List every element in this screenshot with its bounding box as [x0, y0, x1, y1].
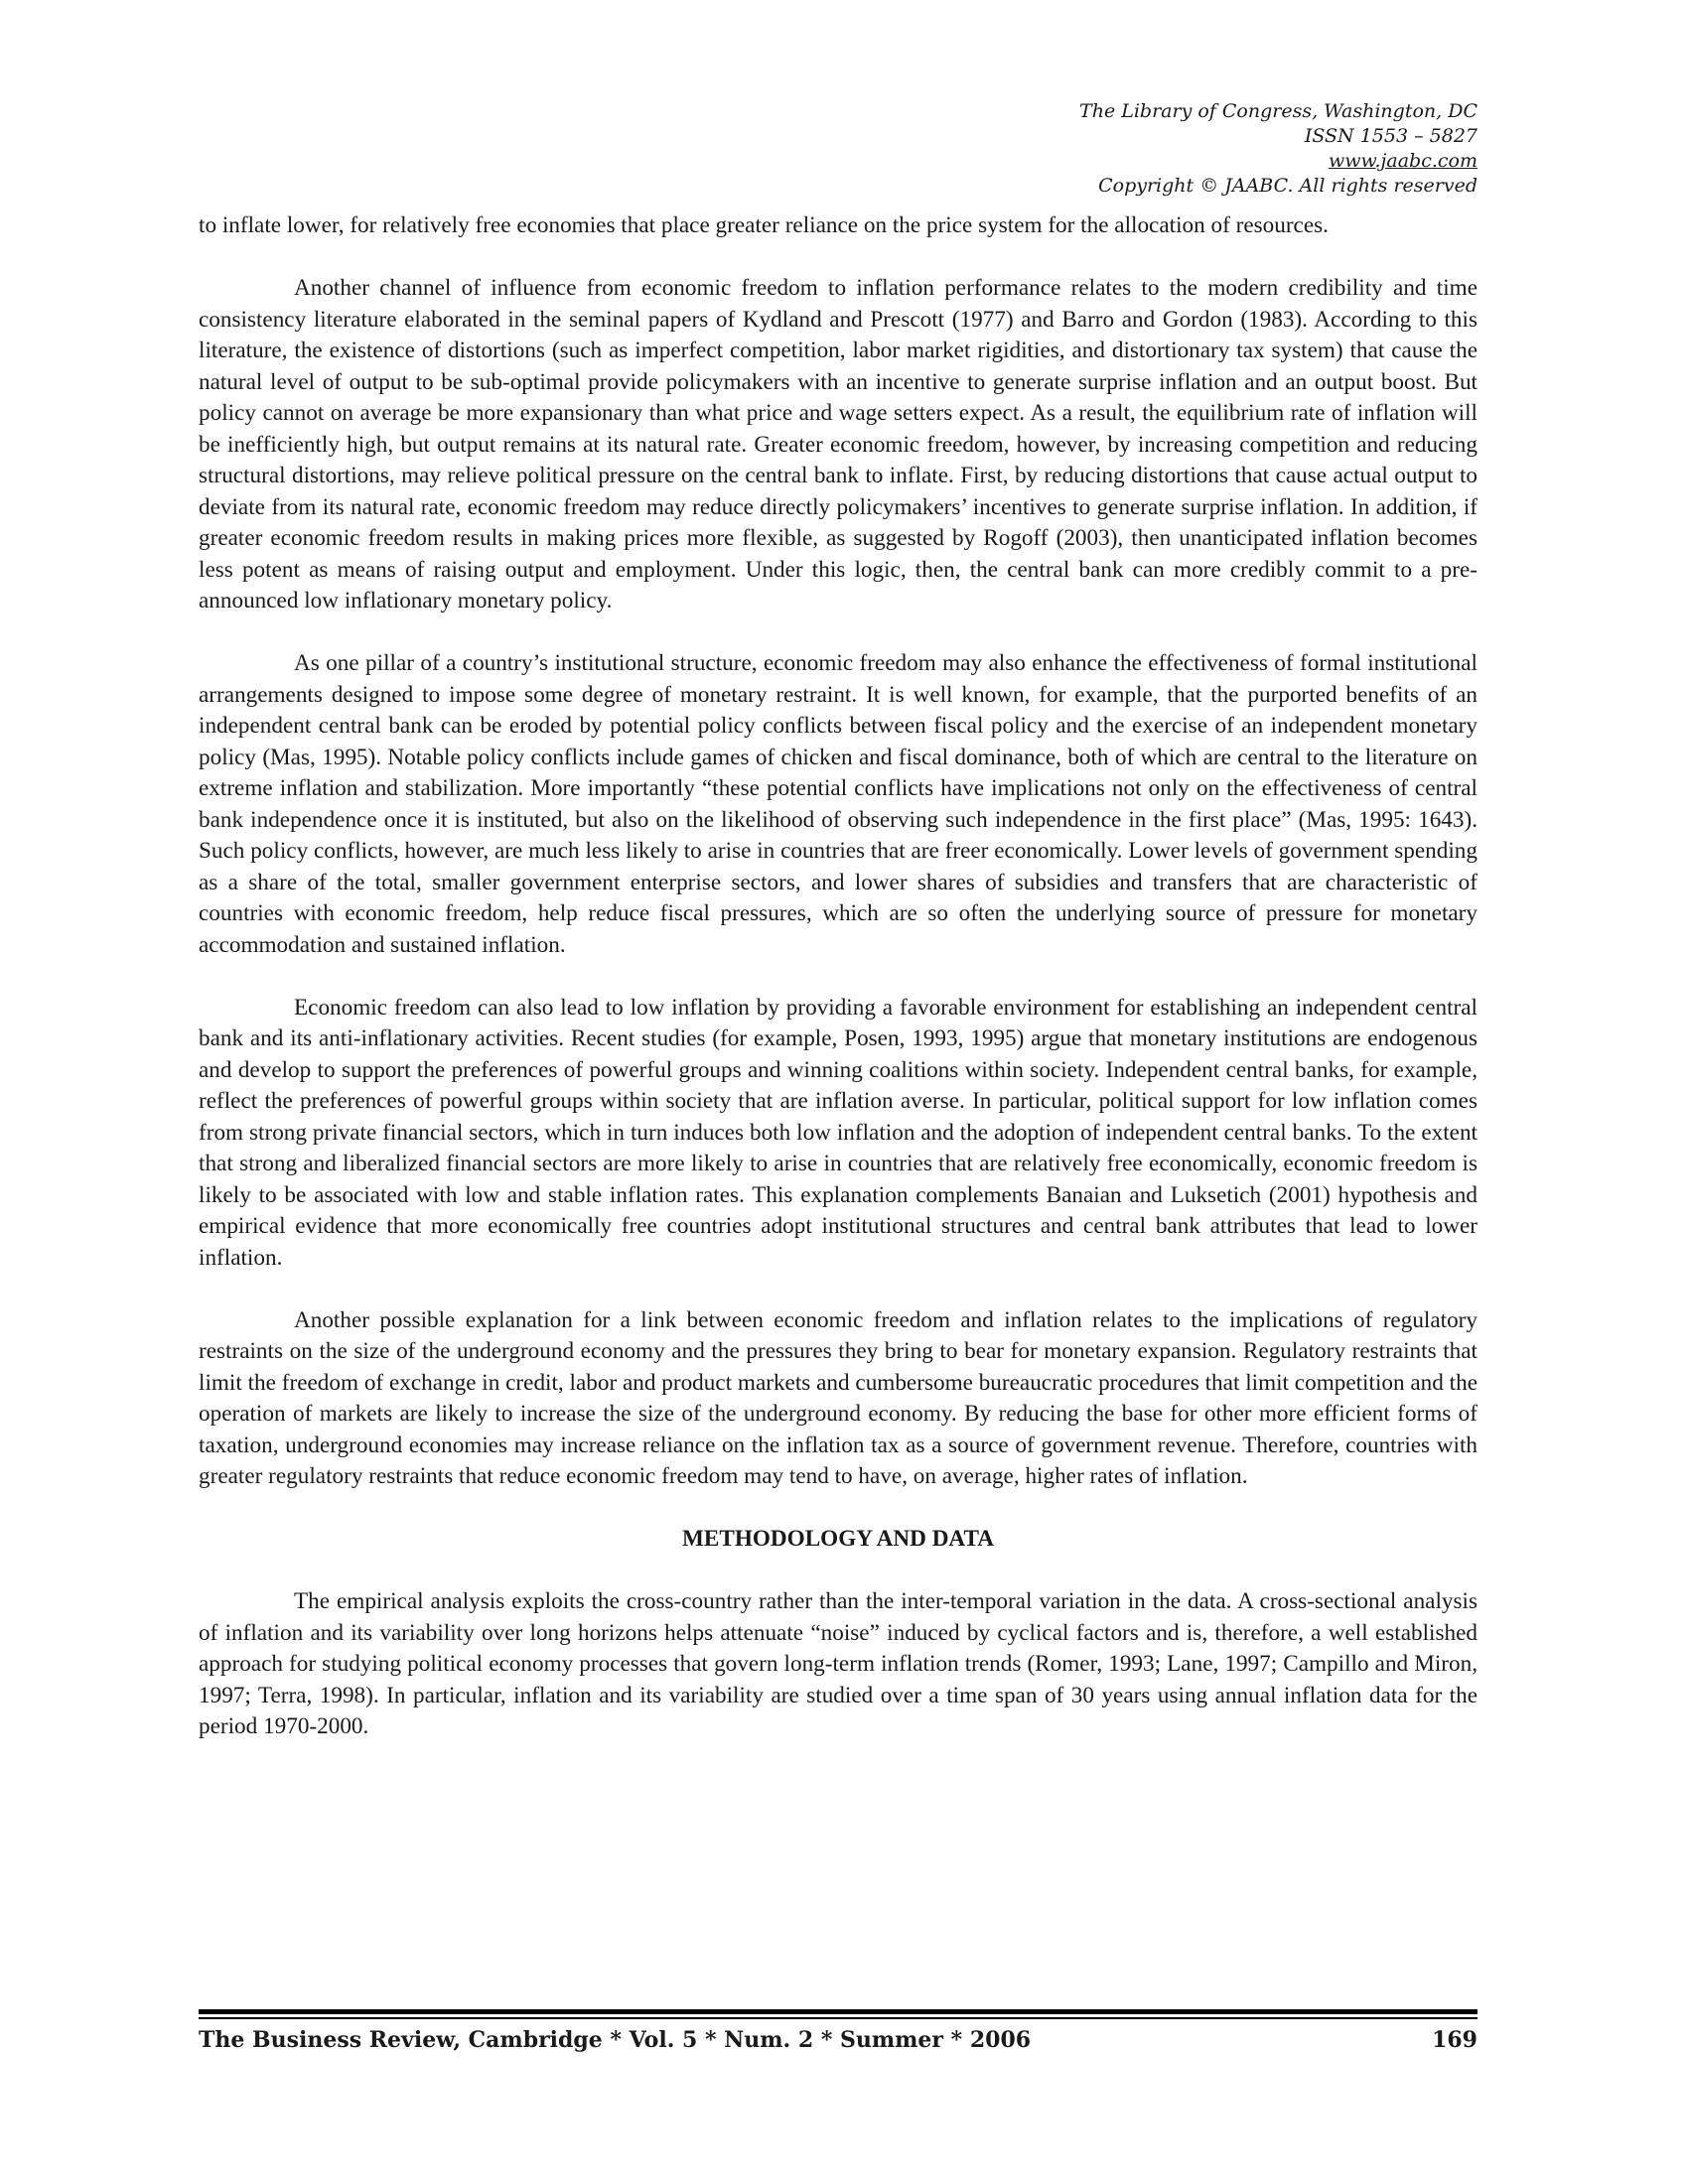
header-library-line: The Library of Congress, Washington, DC: [1079, 100, 1477, 122]
page-header: [1079, 99, 1477, 199]
footer-rule-thick: [199, 2009, 1477, 2014]
paragraph-credibility: Another channel of influence from economic freedom to inflation performance relates to the modern credibility and time consistency literature elaborated in the seminal papers of Kydland and Prescott (1977) and Barro and Gordon (1983). According to this literature, the existence of distortions (such as imperfect competition, labor market rigidities, and distortionary tax system) that cause the natural level of output to be sub-optimal provide policymakers with an incentive to generate surprise inflation and an output boost. But policy cannot on average be more expansionary than what price and wage setters expect. As a result, the equilibrium rate of inflation will be inefficiently high, but output remains at its natural rate. Greater economic freedom, however, by increasing competition and reducing structural distortions, may relieve political pressure on the central bank to inflate. First, by reducing distortions that cause actual output to deviate from its natural rate, economic freedom may reduce directly policymakers’ incentives to generate surprise inflation. In addition, if greater economic freedom results in making prices more flexible, as suggested by Rogoff (2003), then unanticipated inflation becomes less potent as means of raising output and employment. Under this logic, then, the central bank can more credibly commit to a pre-announced low inflationary monetary policy.: [199, 275, 1477, 614]
paragraph-continuation: to inflate lower, for relatively free economies that place greater reliance on the price system for the allocation of resources.: [199, 212, 1329, 238]
footer-journal-info: The Business Review, Cambridge * Vol. 5 * Num. 2 * Summer * 2006: [199, 2027, 1032, 2053]
paragraph-central-bank: Economic freedom can also lead to low inflation by providing a favorable environment for establishing an independent central bank and its anti-inflationary activities. Recent studies (for example, Posen, 1993, 1995) argue that monetary institutions are endogenous and develop to support the preferences of powerful groups and winning coalitions within society. Independent central banks, for example, reflect the preferences of powerful groups within society that are inflation averse. In particular, political support for low inflation comes from strong private financial sectors, which in turn induces both low inflation and the adoption of independent central banks. To the extent that strong and liberalized financial sectors are more likely to arise in countries that are relatively free economically, economic freedom is likely to be associated with low and stable inflation rates. This explanation complements Banaian and Luksetich (2001) hypothesis and empirical evidence that more economically free countries adopt institutional structures and central bank attributes that lead to lower inflation.: [199, 994, 1477, 1271]
section-heading-methodology: METHODOLOGY AND DATA: [682, 1526, 994, 1552]
paragraph-methodology: The empirical analysis exploits the cross-country rather than the inter-temporal variation in the data. A cross-sectional analysis of inflation and its variability over long horizons helps attenuate “noise” induced by cyclical factors and is, therefore, a well established approach for studying political economy processes that govern long-term inflation trends (Romer, 1993; Lane, 1997; Campillo and Miron, 1997; Terra, 1998). In particular, inflation and its variability are studied over a time span of 30 years using annual inflation data for the period 1970-2000.: [199, 1588, 1477, 1739]
header-issn-line: ISSN 1553 – 5827: [1304, 125, 1477, 147]
paragraph-institutional-structure: As one pillar of a country’s institutional structure, economic freedom may also enhance the effectiveness of formal institutional arrangements designed to impose some degree of monetary restraint. It is well known, for example, that the purported benefits of an independent central bank can be eroded by potential policy conflicts between fiscal policy and the exercise of an independent monetary policy (Mas, 1995). Notable policy conflicts include games of chicken and fiscal dominance, both of which are central to the literature on extreme inflation and stabilization. More importantly “these potential conflicts have implications not only on the effectiveness of central bank independence once it is instituted, but also on the likelihood of observing such independence in the first place” (Mas, 1995: 1643). Such policy conflicts, however, are much less likely to arise in countries that are freer economically. Lower levels of government spending as a share of the total, smaller government enterprise sectors, and lower shares of subsidies and transfers that are characteristic of countries with economic freedom, help reduce fiscal pressures, which are so often the underlying source of pressure for monetary accommodation and sustained inflation.: [199, 650, 1477, 958]
footer-rule-thin: [199, 2017, 1477, 2019]
footer-page-number: 169: [1432, 2027, 1477, 2053]
header-copyright-line: Copyright © JAABC. All rights reserved: [1098, 175, 1477, 197]
page-footer: [199, 2025, 1477, 2055]
article-body: [199, 210, 1477, 1774]
paragraph-underground-economy: Another possible explanation for a link between economic freedom and inflation relates to the implications of regulatory restraints on the size of the underground economy and the pressures they bring to bear for monetary expansion. Regulatory restraints that limit the freedom of exchange in credit, labor and product markets and cumbersome bureaucratic procedures that limit competition and the operation of markets are likely to increase the size of the underground economy. By reducing the base for other more efficient forms of taxation, underground economies may increase reliance on the inflation tax as a source of government revenue. Therefore, countries with greater regulatory restraints that reduce economic freedom may tend to have, on average, higher rates of inflation.: [199, 1306, 1477, 1489]
header-url-link[interactable]: www.jaabc.com: [1328, 150, 1477, 172]
